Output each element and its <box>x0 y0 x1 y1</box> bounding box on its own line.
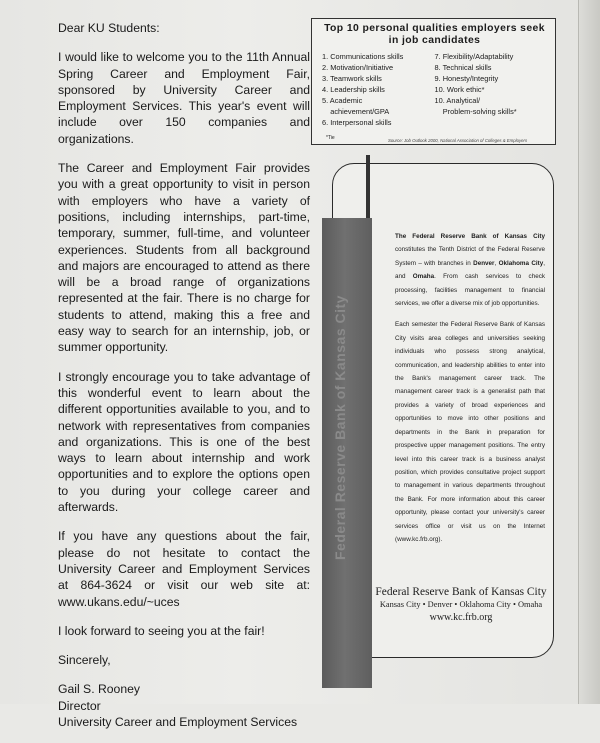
ad-cities: Kansas City • Denver • Oklahoma City • Omaha <box>379 600 543 609</box>
quality-item: 6. Interpersonal skills <box>322 118 392 127</box>
letter-paragraph: I look forward to seeing you at the fair! <box>58 623 265 638</box>
quality-item: 3. Teamwork skills <box>322 74 382 83</box>
quality-item: 2. Motivation/Initiative <box>322 63 394 72</box>
qualities-note: *Tie <box>326 135 335 141</box>
signer-name: Gail S. Rooney <box>58 682 140 697</box>
letter-closing: Sincerely, <box>58 653 111 668</box>
page-edge <box>578 0 600 704</box>
quality-item: 7. Flexibility/Adaptability <box>434 52 514 61</box>
ad-divider-line <box>366 155 370 225</box>
ad-bar-text: Federal Reserve Bank of Kansas City <box>332 295 348 560</box>
qualities-source: Source: Job Outlook 2000, National Association of Colleges & Employers <box>388 138 528 143</box>
quality-item: 5. Academic <box>322 96 363 105</box>
ad-paragraph: Each semester the Federal Reserve Bank of Kansas City visits area colleges and universities seeking individuals who possess strong analytical, communication, and leadership abilities to enter into the Bank's management career track. The management career track is a generalist path that provides a variety of broad experiences and opportunities to move into other positions and departments in the Bank in preparation for prospective upper management positions. The entry level into this career track is a business analyst position, which provides consultative project support to management in various departments throughout the Bank. For more information about this career opportunity, please contact your university's career services office or visit us on the Internet (www.kc.frb.org). <box>395 321 545 543</box>
letter-paragraph: I would like to welcome you to the 11th Annual Spring Career and Employment Fair, sponsored by University Career and Employment Services. This year's event will include over 150 companies and organizations. <box>58 50 310 146</box>
ad-bank-name: Federal Reserve Bank of Kansas City <box>375 586 547 598</box>
quality-item: 9. Honesty/Integrity <box>434 74 499 83</box>
letter-signature <box>58 681 310 730</box>
letter-salutation: Dear KU Students: <box>58 21 160 35</box>
qualities-left-column <box>322 51 435 128</box>
quality-item: 8. Technical skills <box>434 63 492 72</box>
ad-body <box>395 230 545 554</box>
qualities-right-column <box>435 51 548 128</box>
letter-paragraph: I strongly encourage you to take advantage of this wonderful event to learn about the different opportunities available to you, and to network with representatives from companies and organizations. This is one of the best ways to learn about internship and work opportunities and to explore the options open to you during your college career and afterwards. <box>58 369 310 515</box>
quality-item: 4. Leadership skills <box>322 85 385 94</box>
quality-item: 10. Analytical/ <box>434 96 481 105</box>
quality-item: 1. Communications skills <box>322 52 404 61</box>
letter-paragraph: The Career and Employment Fair provides you with a great opportunity to visit in person with employers who have a variety of positions, including internships, part-time, temporary, summer, full-time, and volunteer experiences. Students from all background and majors are encouraged to attend as there will be a broad range of organizations represented at the fair. There is no charge for students to attend, making this a free and easy way to search for an internship, job, or summer opportunity. <box>58 161 310 355</box>
letter-paragraph: If you have any questions about the fair, please do not hesitate to contact the University Career and Employment Services at 864-3624 or visit our web site at: www.ukans.edu/~uces <box>58 529 310 609</box>
ad-footer <box>370 585 552 625</box>
ad-paragraph: The Federal Reserve Bank of Kansas City constitutes the Tenth District of the Federal Reserve System – with branches in Denver, Oklahoma City, and Omaha. From cash services to check processing, facilities management to financial services, we offer a diverse mix of job opportunities. <box>395 233 545 308</box>
qualities-box <box>311 18 556 145</box>
quality-item: Problem-solving skills* <box>434 107 517 116</box>
quality-item: 10. Work ethic* <box>434 85 485 94</box>
signer-title: Director <box>58 698 101 713</box>
quality-item: achievement/GPA <box>322 107 390 116</box>
welcome-letter <box>58 20 310 743</box>
signer-org: University Career and Employment Services <box>58 714 298 729</box>
qualities-title: Top 10 personal qualities employers seek in job candidates <box>324 23 545 46</box>
ad-website-link[interactable]: www.kc.frb.org <box>429 612 493 623</box>
